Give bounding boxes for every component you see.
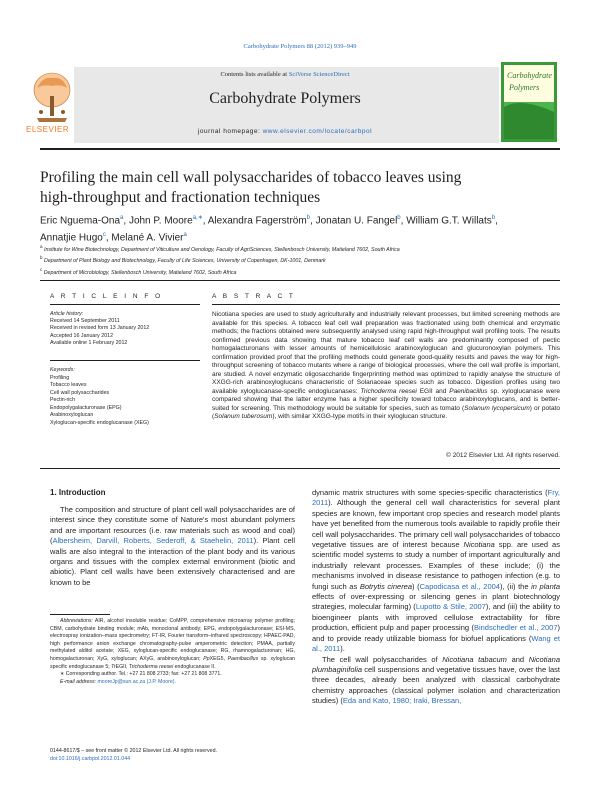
author-list: Eric Nguema-Ona$^a$, John P. Moore$^{a,∗}$, Alexandra Fagerström$^b$, Jonatan U. Fangel$^b$, William G.T. Willats$^b$, Annatjie Hugo$^c$, Melané A. Vivier$^a$ [40, 215, 498, 244]
copyright-notice: © 2012 Elsevier Ltd. All rights reserved. [446, 452, 560, 459]
journal-reference[interactable]: Carbohydrate Polymers 88 (2012) 939–949 [243, 43, 357, 50]
keyword-item: Tobacco leaves [50, 382, 87, 388]
keyword-item: Xyloglucan-specific endoglucanase (XEG) [50, 419, 149, 426]
abstract-heading: A B S T R A C T [212, 293, 296, 300]
author-1[interactable]: Eric Nguema-Ona [40, 215, 121, 227]
citation-link[interactable]: Bindschedler et al., 2007 [473, 623, 558, 633]
keyword-item: Pectin-rich [50, 397, 76, 403]
footnotes: Abbreviations: AIR, alcohol insoluble residue; CoMPP, comprehensive microarray polymer profiling; CBM, carbohydrate binding module; mAb, monoclonal antibody; EPG, endopolygalacturonase; ESI-MS, electrospray ionization–mass spectrometry; FT-IR, Fourier transform–infrared spectroscopy; HPAEC-PAD, high performance anion exchange chromatography-pulse amperometric detection; PMAA, partially methylated alditol acetate; XEG, xyloglucan-specific endoglucanase; RG, rhamnogalacturonan; HG, homogalacturonan; XyG, xyloglucan; AXyG, arabinoxyloglucan; PpXEG5, Paenibacillus sp. xyloglucan specific endoglucanase 5; TrEGII, Trichoderma reesei endoglucanase II. ∗ Corresponding author. Tel.: +27 21 808 2733; fax: +27 21 808 3771. E-mail address: mooreJp@sun.ac.za (J.P. Moore). [50, 618, 295, 685]
publisher-logo[interactable]: ELSEVIER [26, 125, 70, 134]
abstract-text: Nicotiana species are used to study agriculturally and industrially relevant processes, but limited screening methods are available for this species. A tobacco leaf cell wall preparation was fractionated using both chemical and enzymatic methods; the fractions obtained were subsequently analysed using rapid high-throughput wall profiling tools. The results confirmed previous data showing that mature tobacco leaf cell walls are predominantly composed of pectic homogalacturonans with lesser amounts of hemicellulosic arabinoxyloglucan and glucuronoxylan polymers. This confirmation provided proof that the profiling methods could generate good-quality results and paves the way for high-throughput screening of tobacco mutants where a range of biological processes, where the cell wall profile is important, are studied. A novel enzymatic oligosaccharide fingerprinting method was optimized to rapidly analyse the structure of XXGG-rich arabinoxyloglucans characteristic of Solanaceae species such as tobacco. Digestion profiles using two available xyloglucanase-specific endoglucanases: Trichoderma reesei EGII and Paenibacillus sp. xyloglucanase were compared showing that the latter enzyme has a higher specificity toward tobacco arabinoxyloglucans, and is better-suited for screening. This methodology would be suitable for species, such as tomato (Solanum lycopersicum) or potato (Solanum tuberosum), with similar XXGG-type motifs in their xyloglucan structure. [212, 311, 560, 420]
intro-right-column: dynamic matrix structures with some species-specific characteristics (Fry, 2011). Although the general cell wall characteristics for several plant species are known, few important crop species and research model plants have yet benefited from the numerous tools available to rapidly profile their cell wall polysaccharides. The primary cell wall polysaccharides of tobacco vegetative tissues are of interest because Nicotiana spp. are used as scientific model systems to study a number of important agriculturally and industrially relevant processes. Examples of these include; (i) the mechanisms involved in disease resistance to pathogen infection (e.g. to fungi such as Botrytis cinerea) (Capodicasa et al., 2004), (ii) the in planta effects of over-expressing or silencing genes in plant biotechnology strategies, molecular farming) (Lupotto & Stile, 2007), and (iii) the ability to bioengineer plants with improved cellulose extractability for fibre production, efficient pulp and paper processing (Bindschedler et al., 2007) and to provide ready utilizable biomass for biofuel applications (Wang et al., 2011). The cell wall polysaccharides of Nicotiana tabacum and Nicotiana plumbaginifolia cell suspensions and vegetative tissues have, over the last three decades, already been analyzed with classical carbohydrate chemistry approaches (classical polymer isolation and characterization studies) (Eda and Kato, 1980; Iraki, Bressan, [312, 488, 560, 706]
author-5[interactable]: William G.T. Willats [406, 215, 492, 227]
citation-link[interactable]: Wang et al., 2011 [312, 633, 560, 654]
cover-title-line2: Polymers [509, 83, 540, 92]
citation-link[interactable]: Capodicasa et al., 2004 [419, 581, 500, 591]
article-info-rule [50, 304, 200, 305]
journal-homepage: journal homepage: www.elsevier.com/locate/carbpol [197, 128, 373, 135]
paper-title: Profiling the main cell wall polysaccharides of tobacco leaves using high-throughput and fractionation techniques [40, 169, 462, 206]
keyword-item: Cell wall polysaccharides [50, 389, 110, 396]
citation-link[interactable]: Albersheim, Darvill, Roberts, Sederoff, & Staehelin, 2011 [52, 536, 254, 546]
elsevier-tree-logo-icon [31, 68, 73, 124]
abstract-rule [212, 304, 560, 305]
contents-line: Contents lists available at SciVerse ScienceDirect [220, 71, 350, 78]
issn-doi: 0144-8617/$ – see front matter © 2012 Elsevier Ltd. All rights reserved. doi:10.1016/j.carbpol.2012.01.044 [50, 748, 295, 763]
intro-left-column: The composition and structure of plant cell wall polysaccharides are of interest since they constitute some of Nature's most abundant polymers and are important resources (i.e. raw materials such as wood and coal) (Albersheim, Darvill, Roberts, Sederoff, & Staehelin, 2011). Plant cell walls are also integral to the interaction of the plant body and its various organs and tissues with the complex external environment (biotic and abiotic). Plant cell walls have been extensively characterised and are known to be [50, 505, 295, 587]
journal-title: Carbohydrate Polymers [209, 90, 361, 107]
author-6[interactable]: Annatjie Hugo [40, 232, 103, 244]
affiliation-rule [40, 280, 560, 281]
cover-title-line1: Carbohydrate [507, 71, 552, 80]
email-link[interactable]: mooreJp@sun.ac.za (J.P. Moore). [96, 678, 176, 685]
keywords: Keywords: Profiling Tobacco leaves Cell wall polysaccharides Pectin-rich Endopolygalacturonase (EPG) Arabinoxyloglucan Xyloglucan-specific endoglucanase (XEG) [50, 367, 200, 427]
keyword-item: Arabinoxyloglucan [50, 412, 94, 418]
citation-link[interactable]: Lupotto & Stile, 2007 [415, 602, 486, 612]
author-7[interactable]: Melané A. Vivier [111, 232, 184, 244]
header-rule [40, 148, 560, 150]
sciencedirect-link[interactable]: SciVerse ScienceDirect [288, 71, 350, 78]
journal-cover-image[interactable] [501, 62, 557, 142]
author-3[interactable]: Alexandra Fagerström [207, 215, 307, 227]
keyword-item: Profiling [50, 374, 70, 381]
affiliations: $^a$ Institute for Wine Biotechnology, Department of Viticulture and Oenology, Faculty of AgriSciences, Stellenbosch University, Matieland 7602, South Africa $^b$ Department of Plant Biology and Biotechnology, Faculty of Life Sciences, University of Copenhagen, DK-1001, Denmark $^c$ Department of Microbiology, Stellenbosch University, Matieland 7602, South Africa [40, 244, 400, 276]
homepage-link[interactable]: www.elsevier.com/locate/carbpol [262, 128, 373, 135]
footnote-rule [50, 614, 110, 615]
article-info-heading: A R T I C L E I N F O [50, 293, 163, 300]
citation-link[interactable]: Eda and Kato, 1980; Iraki, Bressan, [342, 696, 462, 706]
author-2[interactable]: John P. Moore [128, 215, 193, 227]
introduction-heading: 1. Introduction [50, 488, 106, 497]
doi-link[interactable]: doi:10.1016/j.carbpol.2012.01.044 [50, 755, 131, 762]
history-rule [50, 360, 200, 361]
article-history: Article history: Received 14 September 2011 Received in revised form 13 January 2012 Accepted 16 January 2012 Available online 1 February 2012 [50, 311, 150, 346]
keyword-item: Endopolygalacturonase (EPG) [50, 404, 122, 411]
abstract-bottom-rule [40, 468, 560, 469]
citation-link[interactable]: Fry, 2011 [312, 488, 560, 508]
author-4[interactable]: Jonatan U. Fangel [315, 215, 398, 227]
